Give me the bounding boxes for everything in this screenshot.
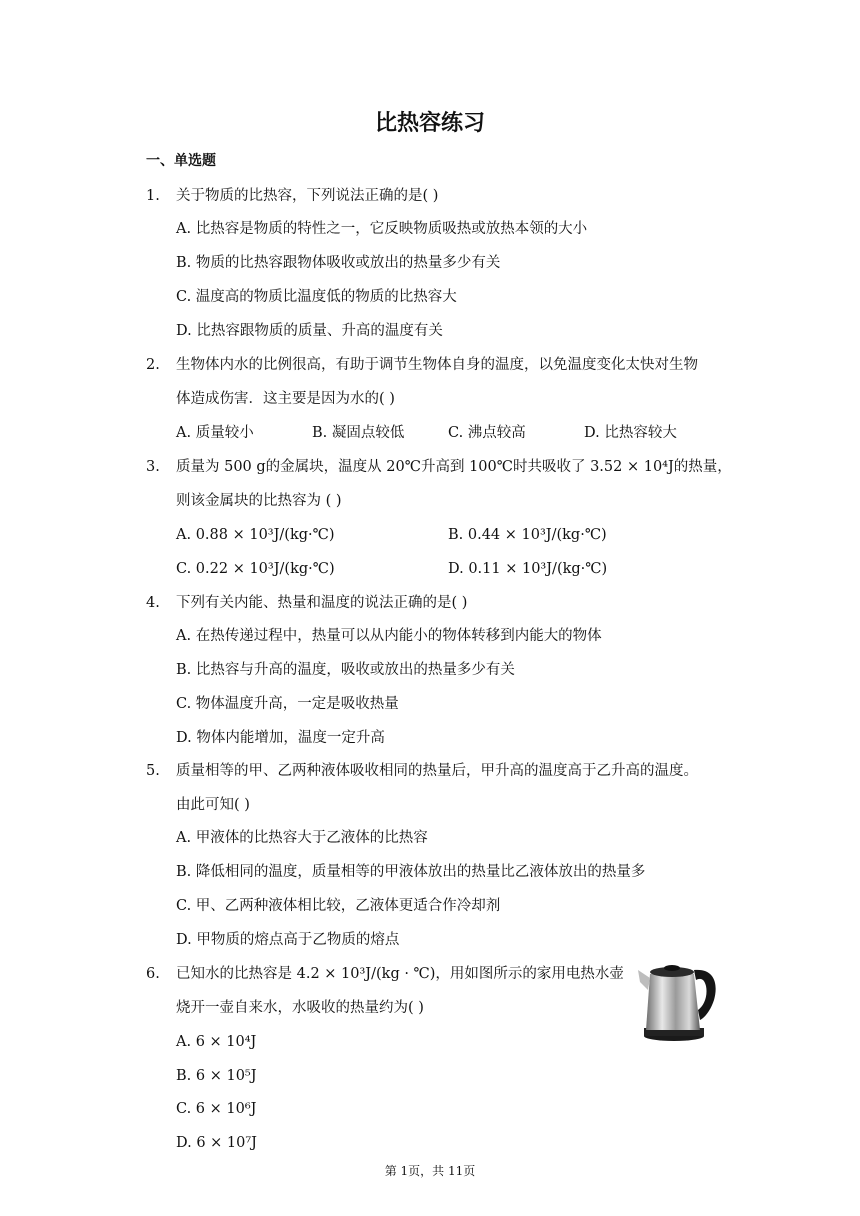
option-a: A. 6 × 10⁴J (176, 1034, 257, 1050)
question-text: 生物体内水的比例很高，有助于调节生物体自身的温度，以免温度变化太快对生物 (176, 357, 698, 373)
option-d: D. 6 × 10⁷J (176, 1135, 257, 1151)
option-d: D. 0.11 × 10³J/(kg·℃) (448, 561, 608, 577)
option-b: B. 0.44 × 10³J/(kg·℃) (448, 527, 607, 543)
option-a: A. 质量较小 (176, 425, 254, 441)
option-a: A. 0.88 × 10³J/(kg·℃) (176, 527, 335, 543)
question-text: 质量相等的甲、乙两种液体吸收相同的热量后，甲升高的温度高于乙升高的温度。 (176, 763, 698, 779)
option-a: A. 在热传递过程中，热量可以从内能小的物体转移到内能大的物体 (176, 628, 602, 644)
question-text: 由此可知( ) (176, 797, 250, 813)
question-number: 2. (146, 357, 160, 373)
option-d: D. 比热容较大 (584, 425, 677, 441)
option-b: B. 物质的比热容跟物体吸收或放出的热量多少有关 (176, 255, 501, 271)
option-c: C. 物体温度升高，一定是吸收热量 (176, 696, 399, 712)
section-heading: 一、单选题 (146, 153, 216, 169)
question-text: 烧开一壶自来水，水吸收的热量约为( ) (176, 1000, 424, 1016)
question-text: 已知水的比热容是 4.2 × 10³J/(kg · ℃)，用如图所示的家用电热水壶 (176, 966, 624, 982)
question-number: 5. (146, 763, 160, 779)
option-a: A. 甲液体的比热容大于乙液体的比热容 (176, 830, 428, 846)
option-c: C. 温度高的物质比温度低的物质的比热容大 (176, 289, 457, 305)
option-d: D. 物体内能增加，温度一定升高 (176, 730, 385, 746)
page-title: 比热容练习 (374, 111, 485, 136)
question-text: 关于物质的比热容，下列说法正确的是( ) (176, 188, 439, 204)
option-b: B. 凝固点较低 (312, 425, 405, 441)
question-number: 1. (146, 188, 160, 204)
option-b: B. 6 × 10⁵J (176, 1068, 257, 1084)
option-c: C. 0.22 × 10³J/(kg·℃) (176, 561, 335, 577)
question-number: 4. (146, 595, 160, 611)
page-footer: 第 1页，共 11页 (384, 1164, 476, 1178)
option-a: A. 比热容是物质的特性之一，它反映物质吸热或放热本领的大小 (176, 221, 588, 237)
question-text: 下列有关内能、热量和温度的说法正确的是( ) (176, 595, 468, 611)
option-c: C. 沸点较高 (448, 425, 526, 441)
question-text: 体造成伤害．这主要是因为水的( ) (176, 391, 395, 407)
option-b: B. 降低相同的温度，质量相等的甲液体放出的热量比乙液体放出的热量多 (176, 864, 646, 880)
electric-kettle-image (636, 956, 718, 1042)
question-text: 质量为 500 g的金属块，温度从 20℃升高到 100℃时共吸收了 3.52 × 10⁴J的热量， (176, 459, 732, 475)
option-b: B. 比热容与升高的温度，吸收或放出的热量多少有关 (176, 662, 515, 678)
question-number: 3. (146, 459, 160, 475)
option-c: C. 甲、乙两种液体相比较，乙液体更适合作冷却剂 (176, 898, 501, 914)
question-text: 则该金属块的比热容为 ( ) (176, 493, 342, 509)
option-d: D. 比热容跟物质的质量、升高的温度有关 (176, 323, 443, 339)
question-number: 6. (146, 966, 160, 982)
option-d: D. 甲物质的熔点高于乙物质的熔点 (176, 932, 400, 948)
option-c: C. 6 × 10⁶J (176, 1101, 257, 1117)
